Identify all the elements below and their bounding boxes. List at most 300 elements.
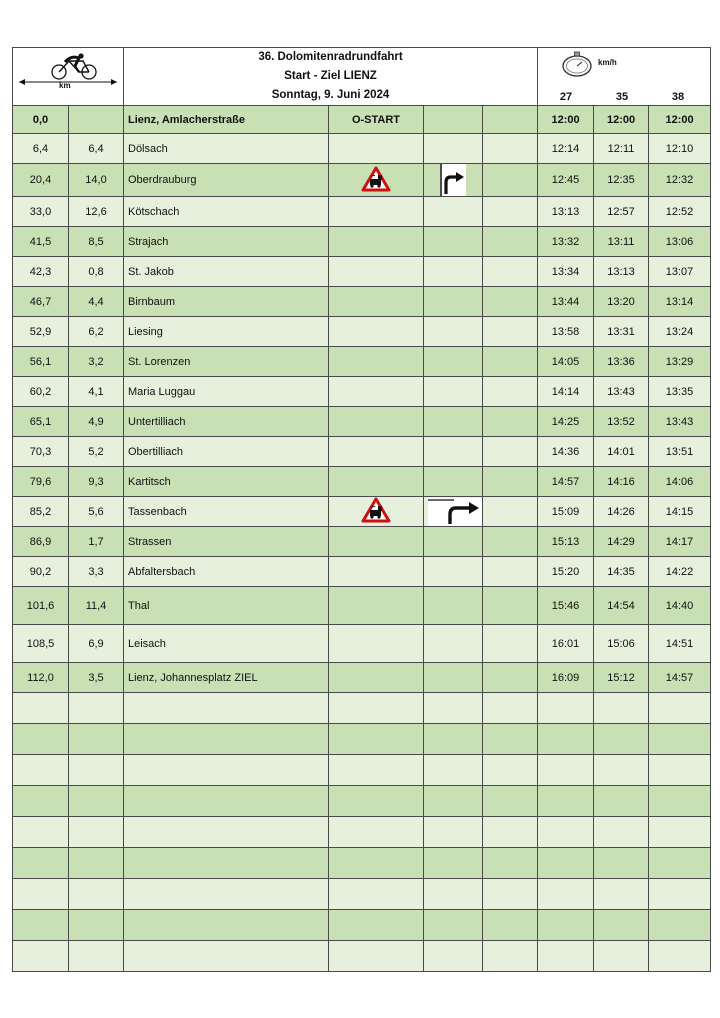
speed-35-label: 35 xyxy=(615,91,629,103)
table-row xyxy=(13,663,711,693)
empty-cell xyxy=(594,910,649,941)
table-row xyxy=(13,347,711,377)
empty-cell xyxy=(69,848,124,879)
time-38-cell: 12:00 xyxy=(649,106,711,134)
cumulative-km-cell: 56,1 xyxy=(13,347,69,377)
cumulative-km-cell: 60,2 xyxy=(13,377,69,407)
speed-unit-label: km/h xyxy=(598,58,617,67)
empty-cell xyxy=(483,910,538,941)
route-title: Start - Ziel LIENZ xyxy=(284,70,377,82)
empty-table-row xyxy=(13,910,711,941)
time-35-cell: 13:52 xyxy=(594,407,649,437)
segment-km-cell: 6,2 xyxy=(69,317,124,347)
empty-cell xyxy=(424,941,483,972)
time-38-cell: 14:15 xyxy=(649,497,711,527)
empty-cell xyxy=(69,817,124,848)
empty-cell xyxy=(329,786,424,817)
empty-cell xyxy=(124,848,329,879)
empty-cell xyxy=(329,724,424,755)
empty-cell xyxy=(329,910,424,941)
direction-cell xyxy=(424,557,483,587)
segment-km-cell: 5,6 xyxy=(69,497,124,527)
time-35-cell: 14:29 xyxy=(594,527,649,557)
empty-table-row xyxy=(13,879,711,910)
empty-cell xyxy=(538,693,594,724)
empty-cell xyxy=(124,817,329,848)
note-cell xyxy=(329,557,424,587)
empty-cell xyxy=(329,693,424,724)
segment-km-cell: 3,3 xyxy=(69,557,124,587)
note-cell xyxy=(329,587,424,625)
time-38-cell: 14:06 xyxy=(649,467,711,497)
blank-cell xyxy=(483,106,538,134)
speed-header-cell xyxy=(538,48,711,106)
time-35-cell: 15:12 xyxy=(594,663,649,693)
cumulative-km-cell: 52,9 xyxy=(13,317,69,347)
time-38-cell: 13:06 xyxy=(649,227,711,257)
time-27-cell: 12:14 xyxy=(538,134,594,164)
time-38-cell: 13:51 xyxy=(649,437,711,467)
direction-cell xyxy=(424,134,483,164)
empty-cell xyxy=(69,786,124,817)
time-27-cell: 12:45 xyxy=(538,164,594,197)
direction-cell xyxy=(424,377,483,407)
note-cell xyxy=(329,106,424,134)
empty-cell xyxy=(594,879,649,910)
table-row xyxy=(13,317,711,347)
empty-cell xyxy=(649,910,711,941)
empty-cell xyxy=(538,786,594,817)
table-row xyxy=(13,467,711,497)
empty-cell xyxy=(424,910,483,941)
empty-cell xyxy=(13,693,69,724)
note-cell xyxy=(329,407,424,437)
direction-cell xyxy=(424,106,483,134)
stopwatch-icon xyxy=(560,50,594,78)
direction-cell xyxy=(424,257,483,287)
place-cell: Leisach xyxy=(124,625,329,663)
title-cell xyxy=(124,48,538,106)
place-cell: Kartitsch xyxy=(124,467,329,497)
time-27-cell: 16:01 xyxy=(538,625,594,663)
segment-km-cell: 8,5 xyxy=(69,227,124,257)
distance-header-cell xyxy=(13,48,124,106)
empty-table-row xyxy=(13,786,711,817)
segment-km-cell: 0,8 xyxy=(69,257,124,287)
time-35-cell: 13:13 xyxy=(594,257,649,287)
time-27-cell: 14:05 xyxy=(538,347,594,377)
empty-cell xyxy=(538,848,594,879)
table-row xyxy=(13,437,711,467)
cumulative-km-cell: 65,1 xyxy=(13,407,69,437)
direction-cell xyxy=(424,347,483,377)
place-cell: Untertilliach xyxy=(124,407,329,437)
empty-cell xyxy=(124,879,329,910)
empty-cell xyxy=(124,724,329,755)
segment-km-cell: 3,2 xyxy=(69,347,124,377)
empty-cell xyxy=(483,817,538,848)
direction-cell xyxy=(424,437,483,467)
cumulative-km-cell: 41,5 xyxy=(13,227,69,257)
note-cell xyxy=(329,257,424,287)
empty-cell xyxy=(69,693,124,724)
time-38-cell: 14:17 xyxy=(649,527,711,557)
blank-cell xyxy=(483,467,538,497)
place-cell: Maria Luggau xyxy=(124,377,329,407)
empty-table-row xyxy=(13,724,711,755)
empty-cell xyxy=(594,848,649,879)
note-cell xyxy=(329,497,424,527)
note-cell xyxy=(329,377,424,407)
cumulative-km-cell: 20,4 xyxy=(13,164,69,197)
blank-cell xyxy=(483,257,538,287)
speed-27-label: 27 xyxy=(559,91,573,103)
direction-cell xyxy=(424,497,483,527)
time-27-cell: 16:09 xyxy=(538,663,594,693)
segment-km-cell: 12,6 xyxy=(69,197,124,227)
speed-38-label: 38 xyxy=(671,91,685,103)
time-38-cell: 13:07 xyxy=(649,257,711,287)
place-cell: Obertilliach xyxy=(124,437,329,467)
time-35-cell: 14:35 xyxy=(594,557,649,587)
time-35-cell: 12:35 xyxy=(594,164,649,197)
time-27-cell: 15:46 xyxy=(538,587,594,625)
turn-right-icon xyxy=(428,498,482,526)
blank-cell xyxy=(483,347,538,377)
time-35-cell: 15:06 xyxy=(594,625,649,663)
place-cell: St. Jakob xyxy=(124,257,329,287)
empty-cell xyxy=(483,786,538,817)
segment-km-cell: 1,7 xyxy=(69,527,124,557)
empty-table-row xyxy=(13,755,711,786)
event-date: Sonntag, 9. Juni 2024 xyxy=(271,89,390,101)
blank-cell xyxy=(483,377,538,407)
time-27-cell: 14:25 xyxy=(538,407,594,437)
empty-cell xyxy=(69,910,124,941)
empty-cell xyxy=(483,693,538,724)
empty-cell xyxy=(649,817,711,848)
segment-km-cell: 6,9 xyxy=(69,625,124,663)
empty-cell xyxy=(124,786,329,817)
time-27-cell: 15:20 xyxy=(538,557,594,587)
blank-cell xyxy=(483,407,538,437)
blank-cell xyxy=(483,663,538,693)
direction-cell xyxy=(424,663,483,693)
blank-cell xyxy=(483,317,538,347)
empty-cell xyxy=(424,817,483,848)
empty-cell xyxy=(483,941,538,972)
cumulative-km-cell: 90,2 xyxy=(13,557,69,587)
railway-crossing-icon xyxy=(361,497,391,523)
direction-cell xyxy=(424,197,483,227)
empty-cell xyxy=(424,879,483,910)
time-27-cell: 15:13 xyxy=(538,527,594,557)
place-cell: St. Lorenzen xyxy=(124,347,329,377)
segment-km-cell: 4,4 xyxy=(69,287,124,317)
note-cell xyxy=(329,625,424,663)
segment-km-cell: 4,1 xyxy=(69,377,124,407)
empty-cell xyxy=(424,848,483,879)
time-38-cell: 13:14 xyxy=(649,287,711,317)
time-35-cell: 13:11 xyxy=(594,227,649,257)
blank-cell xyxy=(483,587,538,625)
time-35-cell: 13:20 xyxy=(594,287,649,317)
table-row xyxy=(13,587,711,625)
blank-cell xyxy=(483,497,538,527)
time-35-cell: 12:57 xyxy=(594,197,649,227)
timetable xyxy=(12,47,711,972)
empty-cell xyxy=(69,879,124,910)
empty-cell xyxy=(594,693,649,724)
time-38-cell: 14:51 xyxy=(649,625,711,663)
empty-cell xyxy=(649,941,711,972)
empty-cell xyxy=(594,724,649,755)
empty-cell xyxy=(483,755,538,786)
note-cell xyxy=(329,317,424,347)
note-cell xyxy=(329,227,424,257)
empty-cell xyxy=(483,724,538,755)
empty-cell xyxy=(329,879,424,910)
empty-cell xyxy=(124,910,329,941)
blank-cell xyxy=(483,557,538,587)
direction-cell xyxy=(424,625,483,663)
empty-cell xyxy=(329,848,424,879)
time-35-cell: 12:00 xyxy=(594,106,649,134)
table-row xyxy=(13,106,711,134)
empty-cell xyxy=(13,848,69,879)
note-cell xyxy=(329,467,424,497)
table-row xyxy=(13,625,711,663)
route-timetable-sheet xyxy=(12,47,710,972)
time-35-cell: 12:11 xyxy=(594,134,649,164)
place-cell: Liesing xyxy=(124,317,329,347)
blank-cell xyxy=(483,287,538,317)
time-38-cell: 14:22 xyxy=(649,557,711,587)
segment-km-cell: 14,0 xyxy=(69,164,124,197)
empty-cell xyxy=(424,724,483,755)
blank-cell xyxy=(483,227,538,257)
segment-km-cell: 9,3 xyxy=(69,467,124,497)
place-cell: Lienz, Johannesplatz ZIEL xyxy=(124,663,329,693)
time-38-cell: 13:24 xyxy=(649,317,711,347)
segment-km-cell xyxy=(69,106,124,134)
empty-cell xyxy=(538,910,594,941)
time-35-cell: 13:31 xyxy=(594,317,649,347)
cumulative-km-cell: 6,4 xyxy=(13,134,69,164)
time-35-cell: 14:16 xyxy=(594,467,649,497)
empty-table-row xyxy=(13,693,711,724)
time-27-cell: 13:58 xyxy=(538,317,594,347)
table-row xyxy=(13,407,711,437)
empty-cell xyxy=(424,786,483,817)
note-cell xyxy=(329,134,424,164)
railway-crossing-icon xyxy=(361,166,391,192)
place-cell: Strassen xyxy=(124,527,329,557)
cumulative-km-cell: 85,2 xyxy=(13,497,69,527)
turn-right-icon xyxy=(440,164,466,196)
cumulative-km-cell: 101,6 xyxy=(13,587,69,625)
blank-cell xyxy=(483,625,538,663)
table-row xyxy=(13,134,711,164)
empty-cell xyxy=(594,755,649,786)
table-row xyxy=(13,227,711,257)
time-38-cell: 13:29 xyxy=(649,347,711,377)
time-27-cell: 14:36 xyxy=(538,437,594,467)
direction-cell xyxy=(424,587,483,625)
segment-km-cell: 6,4 xyxy=(69,134,124,164)
empty-cell xyxy=(538,755,594,786)
time-38-cell: 12:52 xyxy=(649,197,711,227)
note-cell xyxy=(329,437,424,467)
place-cell: Abfaltersbach xyxy=(124,557,329,587)
table-row xyxy=(13,257,711,287)
table-row xyxy=(13,527,711,557)
empty-cell xyxy=(69,941,124,972)
empty-cell xyxy=(124,755,329,786)
place-cell: Kötschach xyxy=(124,197,329,227)
note-text: O-START xyxy=(351,113,401,126)
time-27-cell: 14:57 xyxy=(538,467,594,497)
note-cell xyxy=(329,197,424,227)
direction-cell xyxy=(424,287,483,317)
direction-cell xyxy=(424,164,483,197)
table-row xyxy=(13,164,711,197)
time-27-cell: 13:13 xyxy=(538,197,594,227)
empty-cell xyxy=(329,941,424,972)
place-cell: Lienz, Amlacherstraße xyxy=(124,106,329,134)
empty-cell xyxy=(649,724,711,755)
segment-km-cell: 4,9 xyxy=(69,407,124,437)
direction-cell xyxy=(424,227,483,257)
table-row xyxy=(13,287,711,317)
place-cell: Dölsach xyxy=(124,134,329,164)
cumulative-km-cell: 70,3 xyxy=(13,437,69,467)
place-cell: Strajach xyxy=(124,227,329,257)
empty-cell xyxy=(329,755,424,786)
cumulative-km-cell: 0,0 xyxy=(13,106,69,134)
time-38-cell: 12:10 xyxy=(649,134,711,164)
time-27-cell: 12:00 xyxy=(538,106,594,134)
empty-table-row xyxy=(13,817,711,848)
table-row xyxy=(13,197,711,227)
note-cell xyxy=(329,287,424,317)
place-cell: Thal xyxy=(124,587,329,625)
empty-cell xyxy=(594,817,649,848)
empty-cell xyxy=(124,941,329,972)
segment-km-cell: 5,2 xyxy=(69,437,124,467)
place-cell: Birnbaum xyxy=(124,287,329,317)
direction-cell xyxy=(424,407,483,437)
note-cell xyxy=(329,527,424,557)
direction-cell xyxy=(424,317,483,347)
empty-cell xyxy=(13,786,69,817)
event-title: 36. Dolomitenradrundfahrt xyxy=(258,51,403,63)
time-35-cell: 13:43 xyxy=(594,377,649,407)
empty-table-row xyxy=(13,941,711,972)
time-35-cell: 14:01 xyxy=(594,437,649,467)
empty-cell xyxy=(649,848,711,879)
blank-cell xyxy=(483,197,538,227)
empty-cell xyxy=(538,941,594,972)
segment-km-cell: 3,5 xyxy=(69,663,124,693)
place-cell: Tassenbach xyxy=(124,497,329,527)
blank-cell xyxy=(483,527,538,557)
cumulative-km-cell: 108,5 xyxy=(13,625,69,663)
time-27-cell: 13:34 xyxy=(538,257,594,287)
empty-cell xyxy=(594,786,649,817)
direction-cell xyxy=(424,467,483,497)
cumulative-km-cell: 79,6 xyxy=(13,467,69,497)
empty-cell xyxy=(13,817,69,848)
time-38-cell: 14:57 xyxy=(649,663,711,693)
time-38-cell: 12:32 xyxy=(649,164,711,197)
time-27-cell: 15:09 xyxy=(538,497,594,527)
note-cell xyxy=(329,663,424,693)
empty-cell xyxy=(424,693,483,724)
empty-cell xyxy=(594,941,649,972)
cumulative-km-cell: 33,0 xyxy=(13,197,69,227)
blank-cell xyxy=(483,437,538,467)
empty-cell xyxy=(538,724,594,755)
empty-cell xyxy=(649,786,711,817)
header-row xyxy=(13,48,711,106)
table-row xyxy=(13,497,711,527)
empty-cell xyxy=(483,879,538,910)
empty-cell xyxy=(13,879,69,910)
km-label: km xyxy=(59,81,71,90)
time-35-cell: 14:54 xyxy=(594,587,649,625)
empty-cell xyxy=(69,724,124,755)
empty-cell xyxy=(424,755,483,786)
blank-cell xyxy=(483,134,538,164)
note-cell xyxy=(329,164,424,197)
empty-cell xyxy=(538,879,594,910)
table-row xyxy=(13,377,711,407)
empty-cell xyxy=(649,879,711,910)
time-27-cell: 13:32 xyxy=(538,227,594,257)
direction-cell xyxy=(424,527,483,557)
time-35-cell: 14:26 xyxy=(594,497,649,527)
cumulative-km-cell: 112,0 xyxy=(13,663,69,693)
empty-cell xyxy=(13,941,69,972)
time-27-cell: 14:14 xyxy=(538,377,594,407)
empty-cell xyxy=(124,693,329,724)
empty-cell xyxy=(13,724,69,755)
empty-cell xyxy=(538,817,594,848)
cumulative-km-cell: 42,3 xyxy=(13,257,69,287)
empty-cell xyxy=(13,755,69,786)
empty-cell xyxy=(13,910,69,941)
time-38-cell: 13:35 xyxy=(649,377,711,407)
blank-cell xyxy=(483,164,538,197)
time-38-cell: 13:43 xyxy=(649,407,711,437)
empty-cell xyxy=(329,817,424,848)
cumulative-km-cell: 86,9 xyxy=(13,527,69,557)
empty-table-row xyxy=(13,848,711,879)
place-cell: Oberdrauburg xyxy=(124,164,329,197)
empty-cell xyxy=(649,693,711,724)
cumulative-km-cell: 46,7 xyxy=(13,287,69,317)
table-row xyxy=(13,557,711,587)
time-27-cell: 13:44 xyxy=(538,287,594,317)
note-cell xyxy=(329,347,424,377)
segment-km-cell: 11,4 xyxy=(69,587,124,625)
empty-cell xyxy=(69,755,124,786)
time-38-cell: 14:40 xyxy=(649,587,711,625)
empty-cell xyxy=(483,848,538,879)
empty-cell xyxy=(649,755,711,786)
time-35-cell: 13:36 xyxy=(594,347,649,377)
